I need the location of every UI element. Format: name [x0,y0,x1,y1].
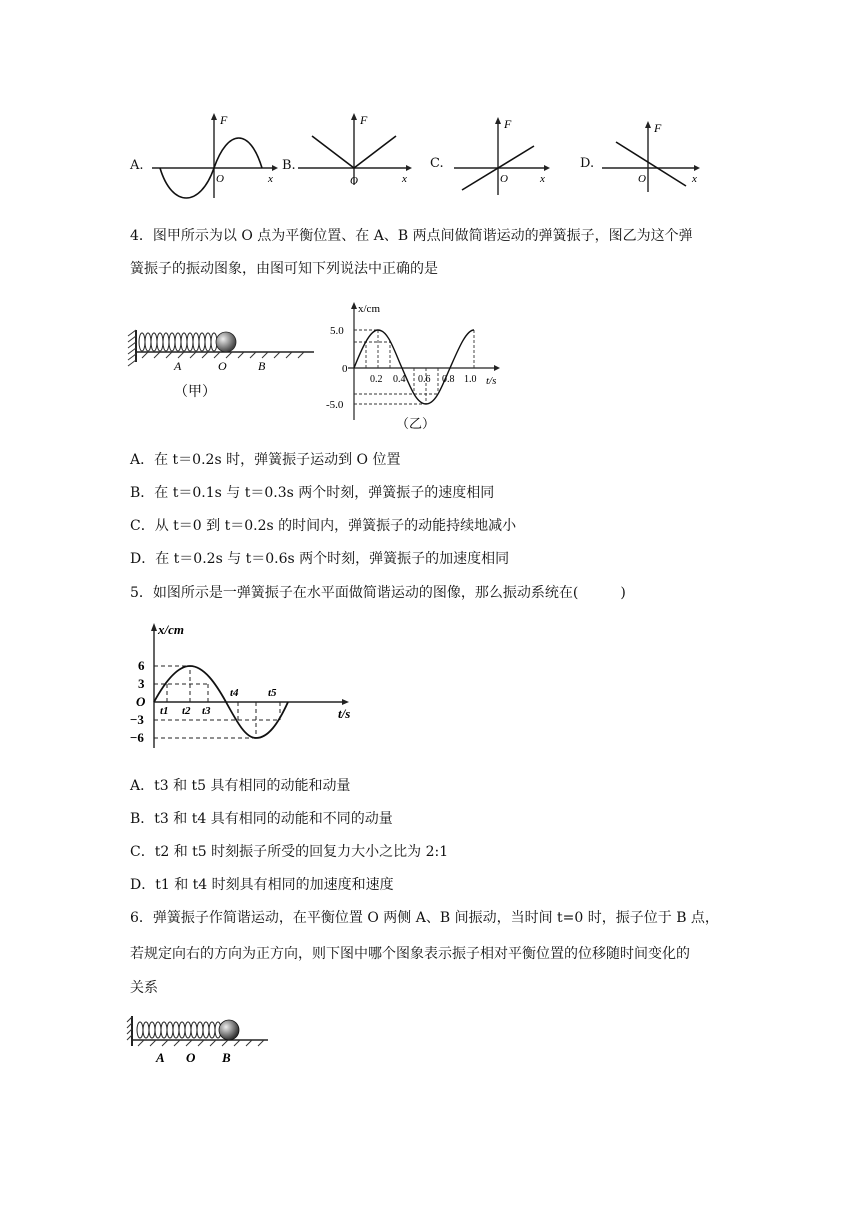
q3-option-a-graph [150,110,280,200]
q4-yi-xtick-0.4: 0.4 [393,374,406,385]
q4-figure-jia [124,322,324,412]
q4-jia-label-b: B [258,359,266,373]
q6-stem-line3: 关系 [130,980,158,996]
q5-y-axis-label: x/cm [158,622,184,637]
q3-option-c-graph [452,110,557,200]
q4-yi-y-axis-label: x/cm [358,303,380,315]
q4-yi-xtick-0.8: 0.8 [442,374,455,385]
q4-figure-yi [328,300,518,440]
q5-figure [130,618,360,758]
q4-stem-line2: 簧振子的振动图象，由图可知下列说法中正确的是 [130,261,438,277]
q4-yi-xtick-1.0: 1.0 [464,374,477,385]
q3-d-origin: O [638,173,646,185]
q3-option-a-label[interactable]: A. [130,158,144,173]
q4-yi-x-axis-label: t/s [486,375,497,387]
q3-d-axis-x: x [692,173,697,185]
q6-figure [126,1012,276,1072]
q4-option-d[interactable]: D．在 t＝0.2s 与 t＝0.6s 两个时刻，弹簧振子的加速度相同 [130,551,510,567]
q6-label-b: B [222,1050,231,1065]
q3-b-axis-f: F [360,113,368,127]
q5-x-axis-label: t/s [338,706,351,721]
q3-option-b-label[interactable]: B. [282,158,296,173]
q4-yi-ytick-neg5: -5.0 [326,399,344,411]
q3-b-origin: O [350,175,358,187]
q4-yi-ytick-0: 0 [342,363,348,375]
q4-option-a[interactable]: A．在 t＝0.2s 时，弹簧振子运动到 O 位置 [130,452,401,468]
q5-t1: t1 [160,705,169,717]
q4-yi-xtick-0.2: 0.2 [370,374,383,385]
q3-a-axis-f: F [220,113,228,127]
q4-option-c[interactable]: C．从 t＝0 到 t＝0.2s 的时间内，弹簧振子的动能持续地减小 [130,518,517,534]
q6-label-a: A [156,1050,165,1065]
q3-c-axis-x: x [540,173,545,185]
q4-yi-ytick-5: 5.0 [330,325,344,337]
q6-stem-line1: 6．弹簧振子作简谐运动，在平衡位置 O 两侧 A、B 间振动，当时间 t=0 时，振子位于 B 点， [130,910,719,926]
q5-option-c[interactable]: C．t2 和 t5 时刻振子所受的回复力大小之比为 2:1 [130,844,449,860]
q5-origin: O [136,694,146,709]
q3-a-axis-x: x [268,173,273,185]
q5-option-d[interactable]: D．t1 和 t4 时刻具有相同的加速度和速度 [130,877,394,893]
q4-jia-label-a: A [174,359,182,373]
q4-option-b[interactable]: B．在 t＝0.1s 与 t＝0.3s 两个时刻，弹簧振子的速度相同 [130,485,495,501]
q5-ytick-6: 6 [138,658,145,673]
q4-stem-line1: 4．图甲所示为以 O 点为平衡位置、在 A、B 两点间做简谐运动的弹簧振子，图乙为这个弹 [130,228,693,244]
q5-ytick-3: 3 [138,676,145,691]
q3-a-origin: O [216,173,224,185]
q5-t5: t5 [268,687,277,699]
q5-t2: t2 [182,705,191,717]
q4-jia-caption: （甲） [174,385,216,400]
q3-options-row [0,110,860,200]
q5-t3: t3 [202,705,211,717]
q5-t4: t4 [230,687,239,699]
q5-option-a[interactable]: A．t3 和 t5 具有相同的动能和动量 [130,778,351,794]
q6-label-o: O [186,1050,196,1065]
q5-ytick-neg6: −6 [130,730,144,745]
q5-option-b[interactable]: B．t3 和 t4 具有相同的动能和不同的动量 [130,811,393,827]
q3-d-axis-f: F [654,121,662,135]
q4-jia-label-o: O [218,359,227,373]
q5-ytick-neg3: −3 [130,712,144,727]
q3-b-axis-x: x [402,173,407,185]
q3-option-d-label[interactable]: D. [580,156,595,171]
q3-option-d-graph [600,110,705,200]
q4-yi-caption: （乙） [396,416,436,431]
q6-stem-line2: 若规定向右的方向为正方向，则下图中哪个图象表示振子相对平衡位置的位移随时间变化的 [130,946,690,962]
q3-option-c-label[interactable]: C. [430,156,444,171]
q4-yi-xtick-0.6: 0.6 [418,374,431,385]
q5-stem: 5．如图所示是一弹簧振子在水平面做简谐运动的图像，那么振动系统在( ) [130,585,626,601]
q3-c-origin: O [500,173,508,185]
q3-option-b-graph [296,110,416,200]
q3-c-axis-f: F [504,117,512,131]
